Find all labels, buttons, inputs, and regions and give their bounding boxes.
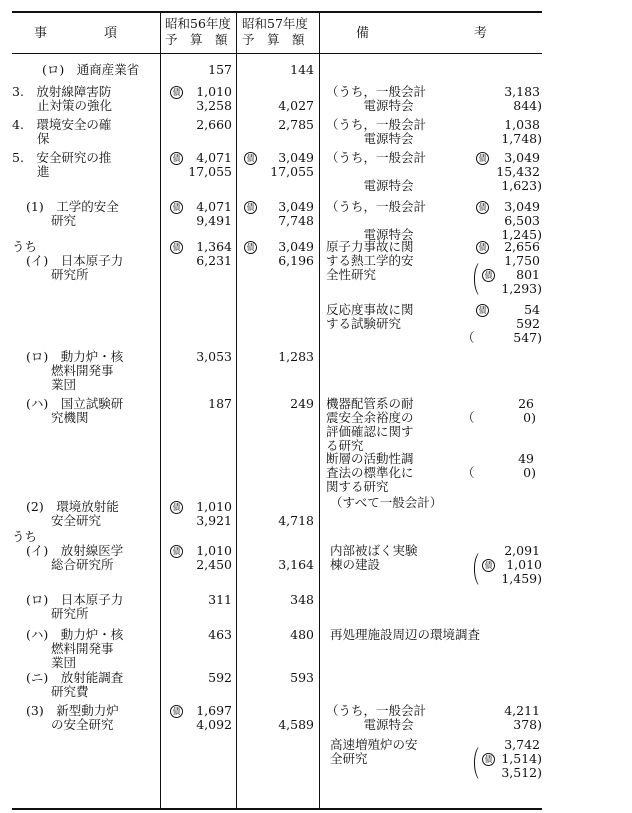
row-label: うち — [12, 529, 38, 544]
note-value: 4,211 — [504, 703, 540, 718]
note-text: 機器配管系の耐 — [326, 396, 414, 411]
note-text: 高速増殖炉の安 — [330, 737, 418, 752]
fy57-value: 7,748 — [278, 213, 314, 228]
header-notes-right: 考 — [474, 26, 489, 41]
col-divider-3 — [319, 11, 320, 809]
row-label: 5. 安全研究の推 — [12, 150, 112, 165]
note-text: （うち，一般会計 — [326, 199, 427, 214]
fy57-value: 3,049 — [278, 150, 314, 165]
note-value: 1,623) — [501, 178, 542, 193]
fy56-value: 187 — [208, 396, 232, 411]
fy57-value: 3,164 — [278, 557, 314, 572]
note-value: 3,183 — [504, 84, 540, 99]
sai-circled-mark-icon: 債 — [476, 201, 489, 214]
note-text: 内部被ばく実験 — [330, 543, 418, 558]
note-text: る研究 — [326, 438, 364, 453]
fy57-value: 4,027 — [278, 98, 314, 113]
note-text: （うち，一般会計 — [326, 150, 427, 165]
fy57-value: 17,055 — [270, 164, 314, 179]
note-text: 反応度事故に関 — [326, 302, 414, 317]
note-text: 電源特会 — [326, 131, 414, 146]
note-text: （うち，一般会計 — [326, 703, 427, 718]
header-notes-left: 備 — [356, 26, 371, 41]
fy57-value: 1,283 — [278, 349, 314, 364]
note-value: 3,049 — [504, 150, 540, 165]
note-value: 378) — [513, 717, 542, 732]
note-value: 2,656 — [504, 239, 540, 254]
row-label: (イ) 放射線医学 — [26, 543, 124, 558]
fy56-value: 4,071 — [196, 199, 232, 214]
top-rule — [12, 11, 542, 13]
sai-circled-mark-icon: 債 — [482, 753, 495, 766]
note-text: する熱工学的安 — [326, 253, 414, 268]
note-value: 844) — [513, 98, 542, 113]
note-value: 26 — [518, 396, 534, 411]
open-paren: （ — [462, 410, 475, 425]
fy57-value: 4,718 — [278, 513, 314, 528]
note-value: 1,459) — [501, 571, 542, 586]
sai-circled-mark-icon: 債 — [244, 152, 257, 165]
fy56-value: 4,092 — [196, 717, 232, 732]
sai-circled-mark-icon: 債 — [476, 241, 489, 254]
note-value: 15,432 — [496, 164, 540, 179]
row-label: (3) 新型動力炉 — [26, 703, 119, 718]
note-value: 3,512) — [501, 765, 542, 780]
open-paren: （ — [464, 551, 480, 591]
sai-circled-mark-icon: 債 — [476, 304, 489, 317]
fy56-value: 157 — [208, 62, 232, 77]
note-value: 592 — [516, 316, 540, 331]
fy57-value: 249 — [290, 396, 314, 411]
row-label: 研究 — [26, 213, 77, 228]
note-text: 断層の活動性調 — [326, 451, 414, 466]
note-value: 547) — [513, 330, 542, 345]
row-label: 研究所 — [26, 267, 89, 282]
note-text: （うち，一般会計 — [326, 84, 427, 99]
note-value: 2,091 — [504, 543, 540, 558]
fy57-value: 348 — [290, 592, 314, 607]
fy57-value: 144 — [290, 62, 314, 77]
row-label: (ロ) 動力炉・核 — [26, 349, 124, 364]
note-value: 1,514) — [501, 751, 542, 766]
row-label: 安全研究 — [26, 513, 102, 528]
fy56-value: 1,010 — [196, 84, 232, 99]
row-label: の安全研究 — [26, 717, 114, 732]
note-text: 原子力事故に関 — [326, 239, 414, 254]
note-text: 震安全余裕度の — [326, 410, 414, 425]
note-value: 6,503 — [504, 213, 540, 228]
note-value: 3,049 — [504, 199, 540, 214]
fy57-value: 6,196 — [278, 253, 314, 268]
fy57-value: 3,049 — [278, 239, 314, 254]
fy56-value: 2,660 — [196, 117, 232, 132]
sai-circled-mark-icon: 債 — [170, 201, 183, 214]
row-label: 4. 環境安全の確 — [12, 117, 112, 132]
fy56-value: 311 — [208, 592, 232, 607]
header-fy57-line2: 予 算 額 — [242, 32, 305, 47]
row-label: うち — [12, 239, 38, 254]
row-label: (イ) 日本原子力 — [26, 253, 124, 268]
sai-circled-mark-icon: 債 — [170, 152, 183, 165]
sai-circled-mark-icon: 債 — [170, 545, 183, 558]
row-label: 研究費 — [26, 684, 89, 699]
note-text: 電源特会 — [326, 98, 414, 113]
header-fy56-line1: 昭和56年度 — [165, 16, 231, 31]
note-text: 棟の建設 — [330, 557, 381, 572]
fy56-value: 2,450 — [196, 557, 232, 572]
note-text: する試験研究 — [326, 316, 402, 331]
open-paren: （ — [464, 261, 480, 301]
sai-circled-mark-icon: 債 — [244, 201, 257, 214]
fy56-value: 17,055 — [188, 164, 232, 179]
sai-circled-mark-icon: 債 — [482, 269, 495, 282]
row-label: 止対策の強化 — [12, 98, 113, 113]
note-text: 全性研究 — [326, 267, 377, 282]
note-value: 49 — [518, 451, 534, 466]
header-item: 事 項 — [34, 26, 119, 41]
fy56-value: 1,010 — [196, 543, 232, 558]
fy56-value: 1,364 — [196, 239, 232, 254]
open-paren: （ — [462, 330, 475, 345]
fy56-value: 1,697 — [196, 703, 232, 718]
fy57-value: 593 — [290, 670, 314, 685]
row-label: 燃料開発事 — [26, 363, 114, 378]
header-fy57-line1: 昭和57年度 — [242, 16, 308, 31]
open-paren: （ — [464, 745, 480, 785]
row-label: (1) 工学的安全 — [26, 199, 119, 214]
note-value: 3,742 — [504, 737, 540, 752]
bottom-rule — [12, 808, 542, 810]
row-label: 究機関 — [26, 410, 89, 425]
row-label: 研究所 — [26, 606, 89, 621]
fy57-value: 480 — [290, 627, 314, 642]
note-value: 1,293) — [501, 281, 542, 296]
fy56-value: 3,258 — [196, 98, 232, 113]
row-label: 業団 — [26, 377, 77, 392]
note-text: 全研究 — [330, 751, 368, 766]
fy56-value: 1,010 — [196, 499, 232, 514]
note-value: 1,010 — [506, 557, 542, 572]
note-text: 電源特会 — [326, 178, 414, 193]
fy56-value: 3,921 — [196, 513, 232, 528]
sai-circled-mark-icon: 債 — [482, 559, 495, 572]
note-text: 評価確認に関す — [326, 424, 414, 439]
note-text: 査法の標準化に — [326, 465, 414, 480]
note-text: 電源特会 — [326, 717, 414, 732]
fy56-value: 592 — [208, 670, 232, 685]
sai-circled-mark-icon: 債 — [170, 241, 183, 254]
row-label: 保 — [12, 131, 50, 146]
fy56-value: 3,053 — [196, 349, 232, 364]
row-label: (ハ) 国立試験研 — [26, 396, 124, 411]
note-value: 0) — [523, 465, 536, 480]
row-label: 燃料開発事 — [26, 641, 114, 656]
sai-circled-mark-icon: 債 — [244, 241, 257, 254]
fy57-value: 4,589 — [278, 717, 314, 732]
sai-circled-mark-icon: 債 — [170, 86, 183, 99]
note-text: （すべて一般会計） — [330, 495, 443, 510]
row-label: 進 — [12, 164, 50, 179]
header-fy56-line2: 予 算 額 — [165, 32, 228, 47]
row-label: (ニ) 放射能調査 — [26, 670, 124, 685]
note-value: 1,038 — [504, 117, 540, 132]
fy56-value: 463 — [208, 627, 232, 642]
note-text: 関する研究 — [326, 479, 389, 494]
note-value: 0) — [523, 410, 536, 425]
fy56-value: 4,071 — [196, 150, 232, 165]
fy57-value: 3,049 — [278, 199, 314, 214]
row-label: (ロ) 通商産業省 — [42, 62, 140, 77]
note-value: 1,245) — [501, 227, 542, 242]
row-label: (2) 環境放射能 — [26, 499, 119, 514]
row-label: 総合研究所 — [26, 557, 114, 572]
fy56-value: 6,231 — [196, 253, 232, 268]
col-divider-2 — [236, 11, 237, 809]
row-label: (ハ) 動力炉・核 — [26, 627, 124, 642]
fy56-value: 9,491 — [196, 213, 232, 228]
note-value: 1,750 — [504, 253, 540, 268]
sai-circled-mark-icon: 債 — [170, 705, 183, 718]
row-label: (ロ) 日本原子力 — [26, 592, 124, 607]
note-value: 801 — [516, 267, 540, 282]
open-paren: （ — [462, 465, 475, 480]
sai-circled-mark-icon: 債 — [170, 501, 183, 514]
row-label: 業団 — [26, 655, 77, 670]
note-value: 54 — [524, 302, 540, 317]
note-value: 1,748) — [501, 131, 542, 146]
fy57-value: 2,785 — [278, 117, 314, 132]
sai-circled-mark-icon: 債 — [476, 152, 489, 165]
note-text: 再処理施設周辺の環境調査 — [330, 627, 481, 642]
col-divider-1 — [160, 11, 161, 809]
row-label: 3. 放射線障害防 — [12, 84, 112, 99]
note-text: （うち，一般会計 — [326, 117, 427, 132]
note-text: 電源特会 — [326, 227, 414, 242]
header-bottom-rule — [12, 53, 542, 54]
